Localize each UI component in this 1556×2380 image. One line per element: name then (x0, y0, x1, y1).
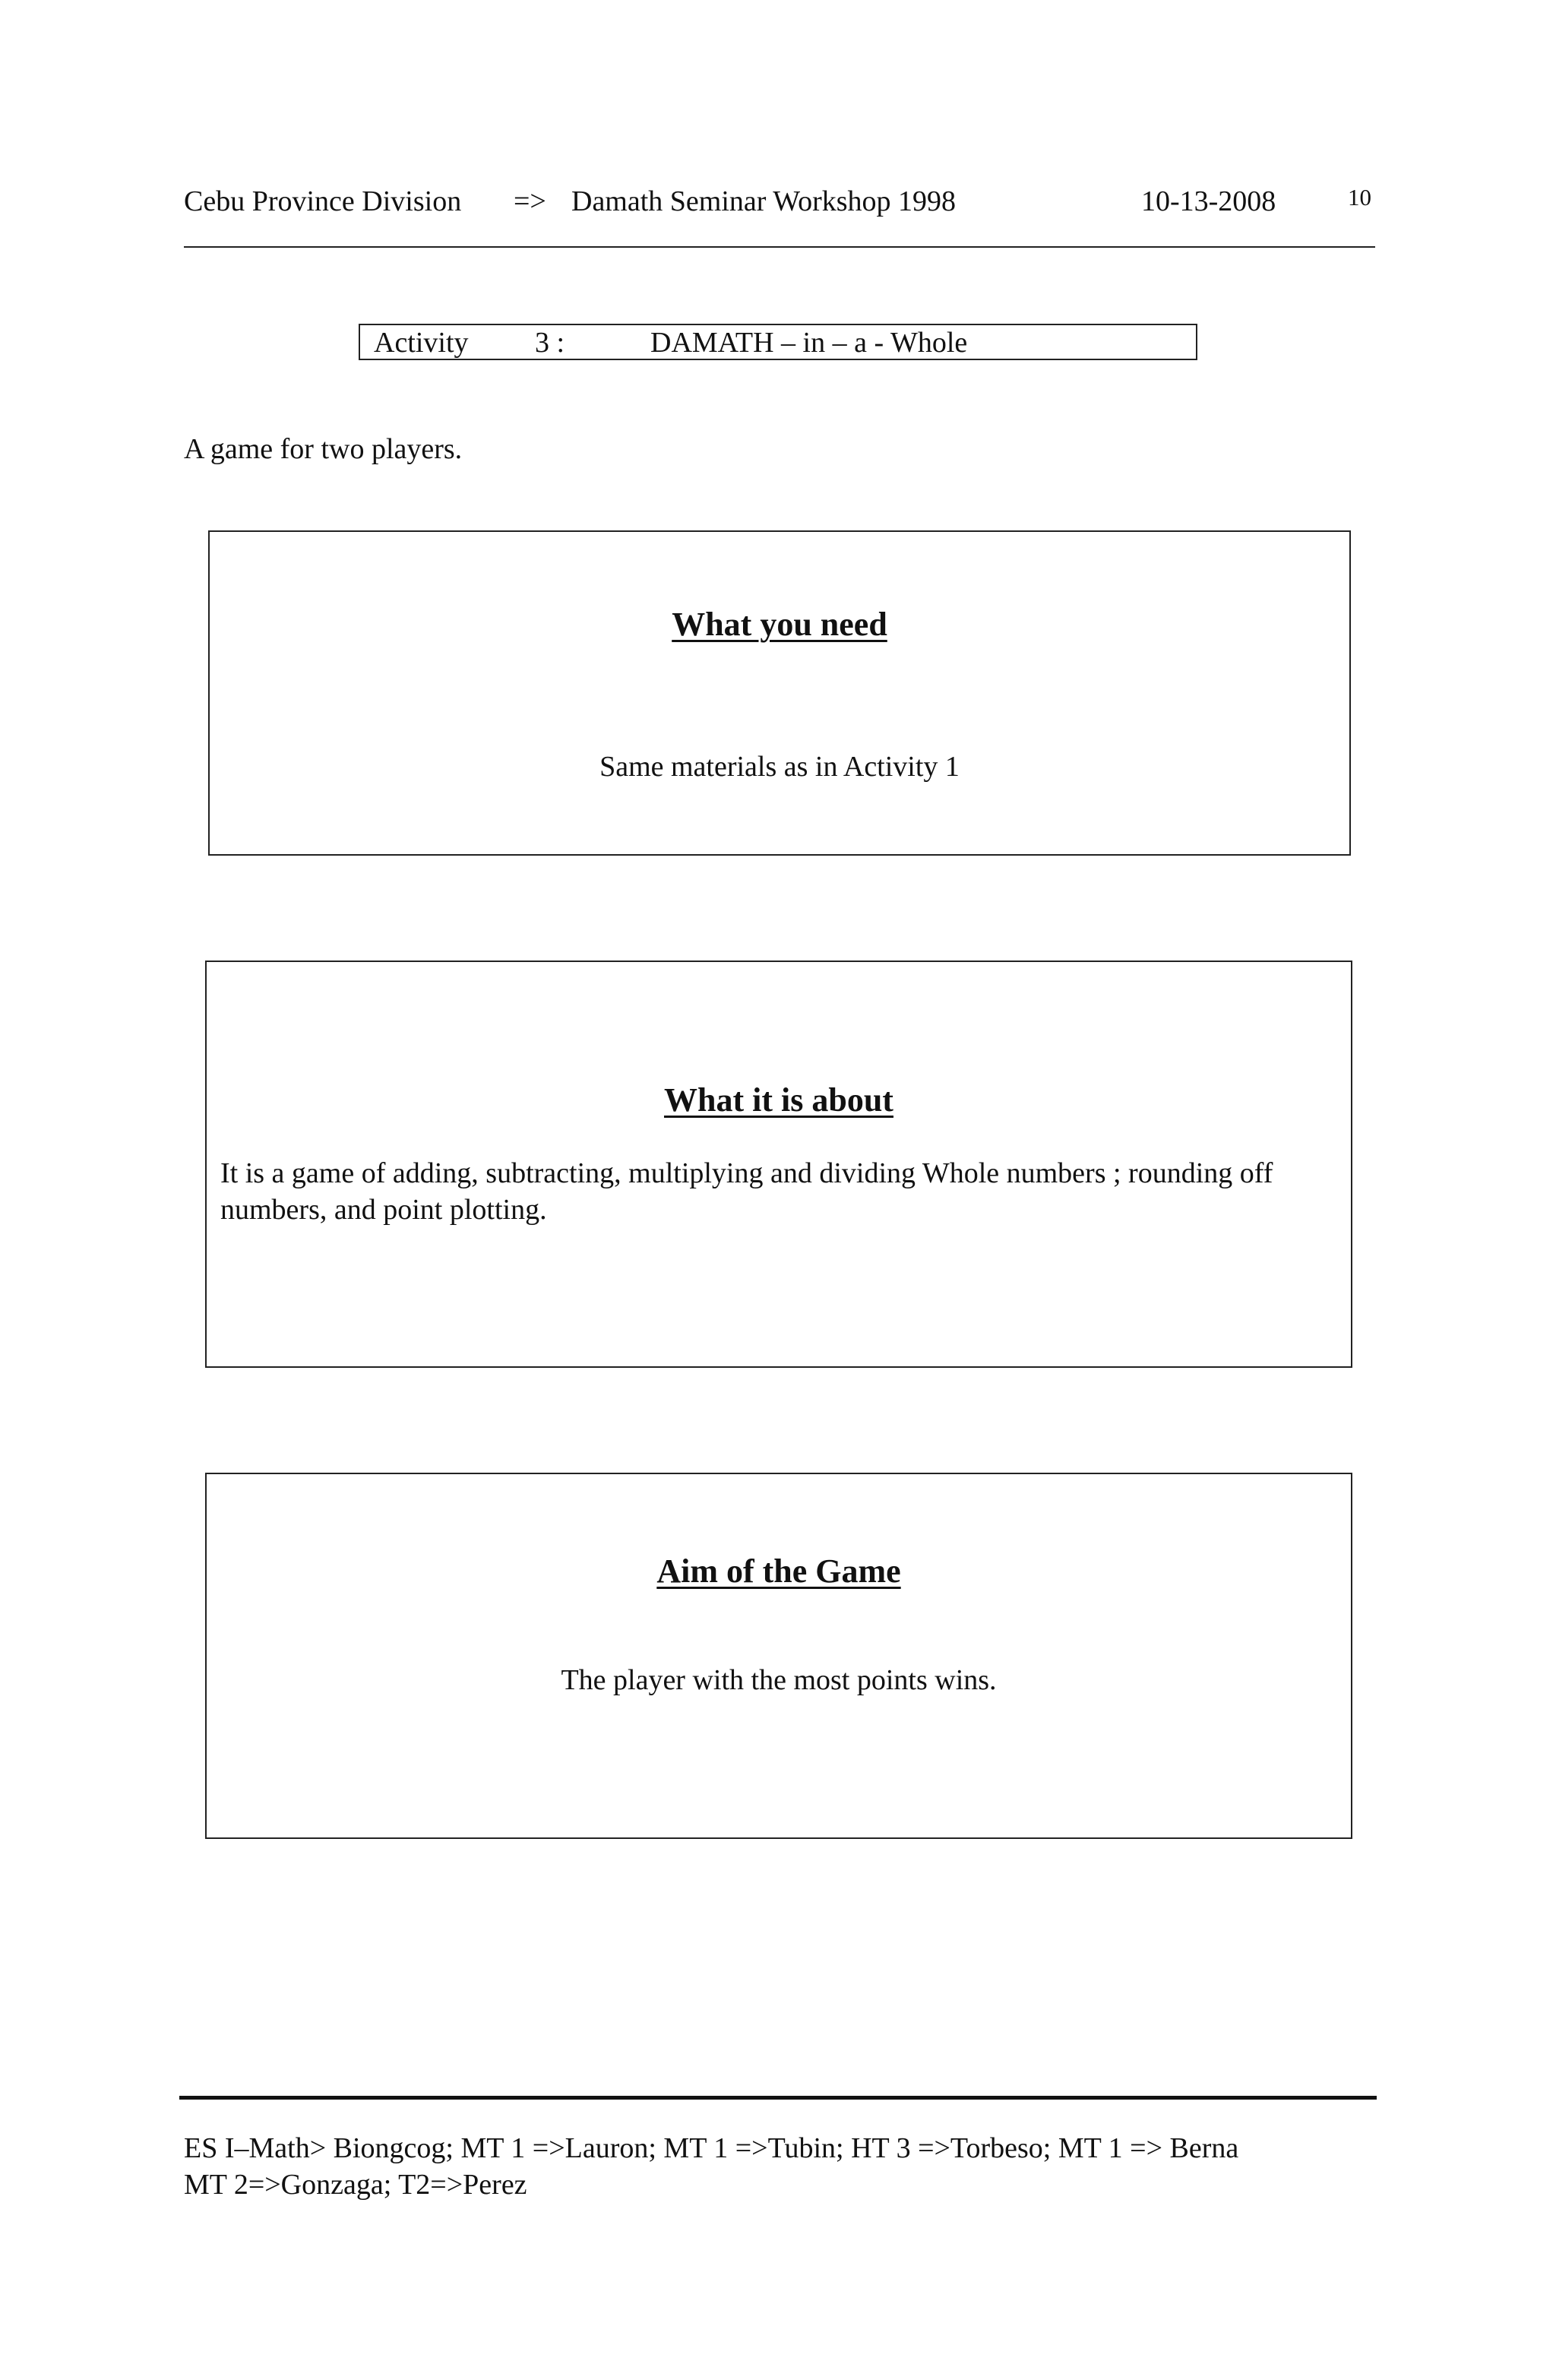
what-you-need-heading: What you need (672, 606, 887, 643)
activity-label: Activity (374, 327, 469, 359)
header-title: Damath Seminar Workshop 1998 (571, 185, 957, 217)
what-you-need-text: Same materials as in Activity 1 (599, 751, 960, 783)
what-it-is-about-text: It is a game of adding, subtracting, multiplying and dividing Whole numbers ; rounding off numbers, and point plotting. (220, 1157, 1273, 1226)
header-divider (184, 246, 1375, 248)
activity-title-box (359, 324, 1197, 360)
activity-name: DAMATH – in – a - Whole (650, 327, 968, 359)
intro-text: A game for two players. (184, 433, 463, 465)
what-you-need-panel (208, 530, 1351, 856)
page-number: 10 (1348, 184, 1371, 210)
aim-of-the-game-heading: Aim of the Game (656, 1552, 901, 1590)
footer-divider (179, 2096, 1377, 2100)
what-it-is-about-heading: What it is about (664, 1081, 893, 1119)
aim-of-the-game-text: The player with the most points wins. (561, 1664, 997, 1696)
what-it-is-about-panel (205, 961, 1352, 1368)
footer-credits-line-1: ES I–Math> Biongcog; MT 1 =>Lauron; MT 1 =>Tubin; HT 3 =>Torbeso; MT 1 => Berna (184, 2132, 1239, 2164)
header-date: 10-13-2008 (1141, 185, 1276, 217)
header-division: Cebu Province Division (184, 185, 462, 217)
footer-credits-line-2: MT 2=>Gonzaga; T2=>Perez (184, 2169, 527, 2201)
header-arrow: => (514, 185, 546, 217)
aim-of-the-game-panel (205, 1473, 1352, 1839)
activity-number: 3 : (535, 327, 565, 359)
